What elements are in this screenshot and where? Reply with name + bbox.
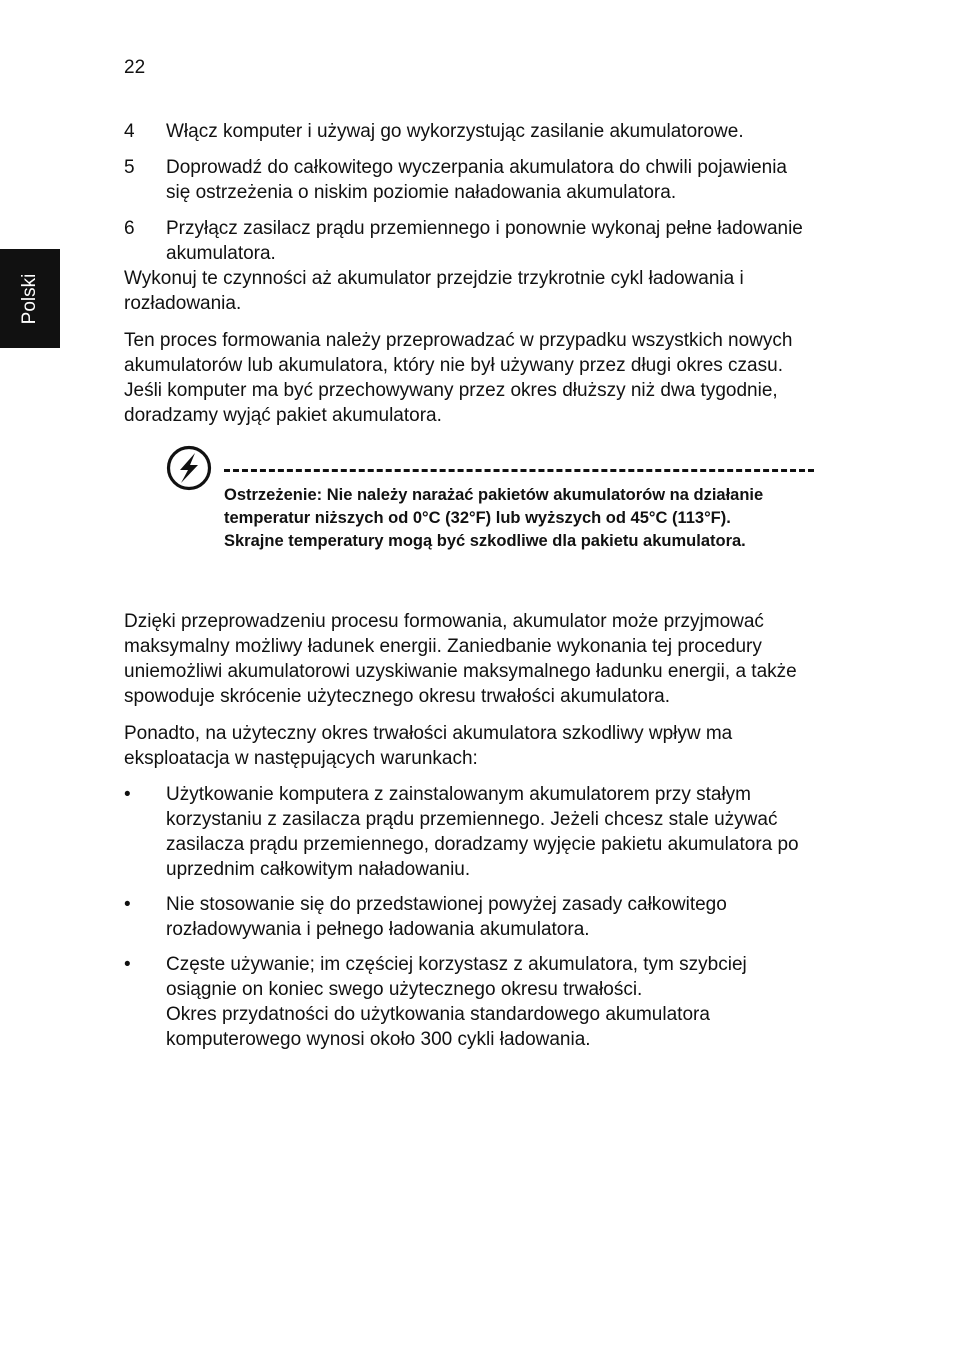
step-item (124, 119, 814, 144)
step-text: Przyłącz zasilacz prądu przemiennego i ponownie wykonaj pełne ładowanie akumulatora. (166, 218, 803, 264)
warning-divider (224, 469, 814, 472)
list-item-extra-text: Okres przydatności do użytkowania standardowego akumulatora komputerowego wynosi około 300 cykli ładowania. (166, 1004, 710, 1050)
list-item-text: Użytkowanie komputera z zainstalowanym akumulatorem przy stałym korzystaniu z zasilacza prądu przemiennego. Jeżeli chcesz stale używać zasilacza prądu przemiennego, doradzamy wyjęcie pakietu akumulatora po uprzednim całkowitym naładowaniu. (166, 784, 799, 880)
bullet-mark: • (124, 894, 131, 915)
step-number: 6 (124, 218, 135, 239)
bullet-mark: • (124, 784, 131, 805)
list-item-text: Nie stosowanie się do przedstawionej powyżej zasady całkowitego rozładowywania i pełnego ładowania akumulatora. (166, 894, 727, 940)
step-item (124, 155, 814, 205)
language-tab (0, 249, 60, 348)
warning-text: Ostrzeżenie: Nie należy narażać pakietów akumulatorów na działanie temperatur niższych od 0°C (32°F) lub wyższych od 45°C (113°F). Skrajne temperatury mogą być szkodliwe dla pakietu akumulatora. (224, 486, 764, 550)
step-number: 5 (124, 157, 135, 178)
step-item (124, 216, 814, 266)
step-number: 4 (124, 121, 135, 142)
page-content (124, 119, 814, 1052)
step-text: Włącz komputer i używaj go wykorzystując zasilanie akumulatorowe. (166, 121, 744, 142)
list-item-body (166, 952, 814, 1052)
language-tab-label: Polski (19, 273, 40, 324)
list-item (124, 892, 814, 942)
warning-note (124, 445, 814, 589)
warning-lightning-icon (166, 445, 212, 491)
list-item (124, 782, 814, 882)
paragraph-conditions-intro: Ponadto, na użyteczny okres trwałości akumulatora szkodliwy wpływ ma eksploatacja w następujących warunkach: (124, 723, 733, 769)
paragraph-process: Ten proces formowania należy przeprowadzać w przypadku wszystkich nowych akumulatorów lub akumulatora, który nie był używany przez długi okres czasu. Jeśli komputer ma być przechowywany przez okres dłuższy niż dwa tygodnie, doradzamy wyjąć pakiet akumulatora. (124, 330, 793, 426)
step-text: Doprowadź do całkowitego wyczerpania akumulatora do chwili pojawienia się ostrzeżenia o niskim poziomie naładowania akumulatora. (166, 157, 787, 203)
list-item (124, 952, 814, 1052)
paragraph-benefit: Dzięki przeprowadzeniu procesu formowania, akumulator może przyjmować maksymalny możliwy ładunek energii. Zaniedbanie wykonania tej procedury uniemożliwi akumulatorowi uzyskiwanie maksymalnego ładunku energii, a także spowoduje skrócenie użytecznego okresu trwałości akumulatora. (124, 611, 797, 707)
bullet-mark: • (124, 954, 131, 975)
list-item-text: Częste używanie; im częściej korzystasz z akumulatora, tym szybciej osiągnie on koniec swego użytecznego okresu trwałości. (166, 954, 747, 1000)
page-number: 22 (124, 57, 146, 78)
conditions-list (124, 782, 814, 1052)
paragraph-repeat: Wykonuj te czynności aż akumulator przejdzie trzykrotnie cykl ładowania i rozładowania. (124, 268, 744, 314)
